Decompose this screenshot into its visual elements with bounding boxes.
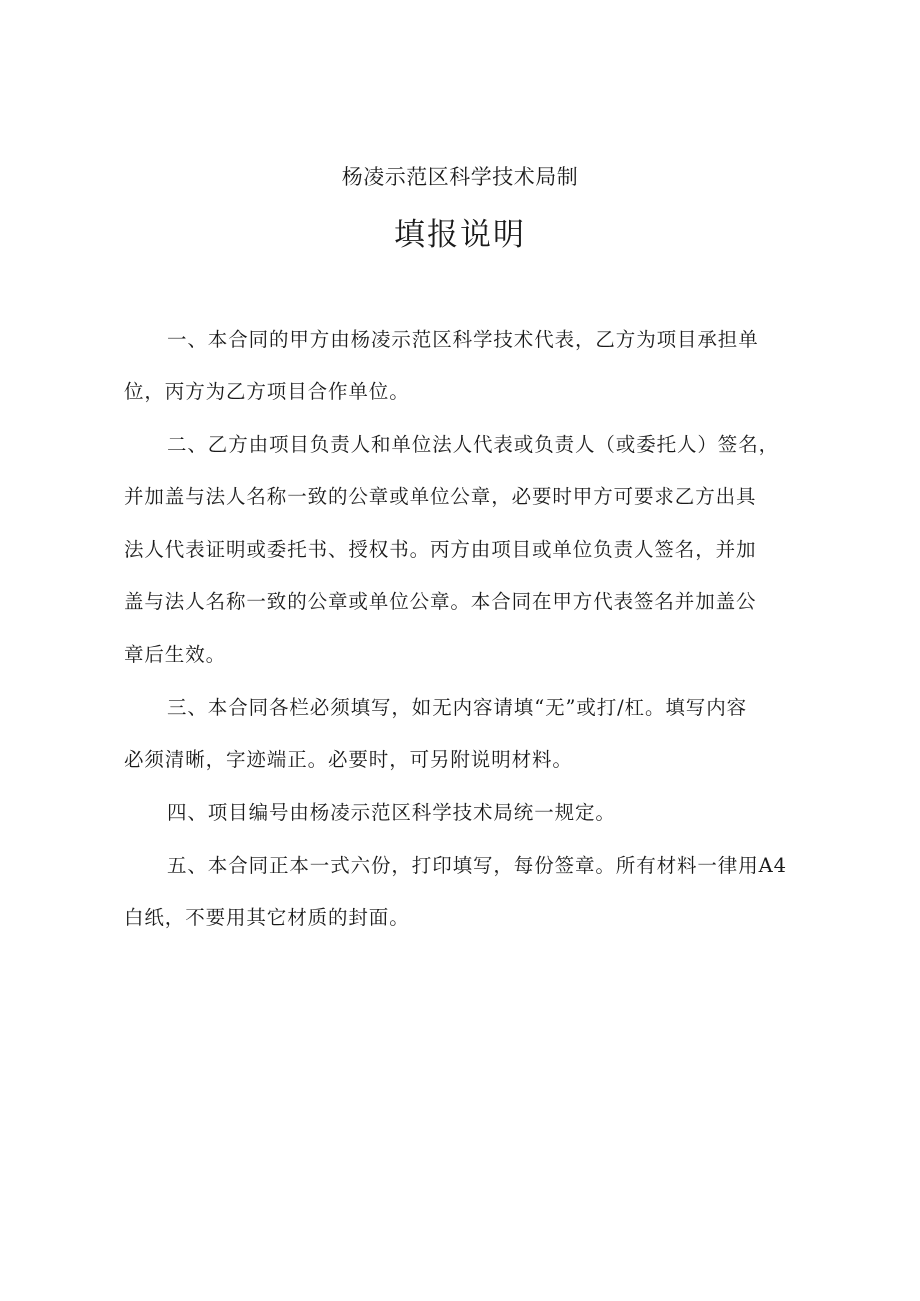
paragraph-line: 白纸，不要用其它材质的封面。 <box>124 906 410 929</box>
issuer-line: 杨凌示范区科学技术局制 <box>341 165 579 189</box>
paragraph-line: 五、本合同正本一式六份，打印填写，每份签章。所有材料一律用A4 <box>167 854 787 877</box>
paragraph-line: 必须清晰，字迹端正。必要时，可另附说明材料。 <box>124 748 573 771</box>
paragraph-line: 位，丙方为乙方项目合作单位。 <box>124 380 410 403</box>
paragraph-line: 章后生效。 <box>124 643 227 666</box>
paragraph-line: 并加盖与法人名称一致的公章或单位公章，必要时甲方可要求乙方出具 <box>124 485 757 508</box>
paragraph-line: 二、乙方由项目负责人和单位法人代表或负责人（或委托人）签名， <box>167 433 780 456</box>
paragraph-line: 盖与法人名称一致的公章或单位公章。本合同在甲方代表签名并加盖公 <box>124 590 757 613</box>
paragraph-line: 一、本合同的甲方由杨凌示范区科学技术代表，乙方为项目承担单 <box>167 328 759 351</box>
paragraph-line: 法人代表证明或委托书、授权书。丙方由项目或单位负责人签名，并加 <box>124 538 757 561</box>
paragraph-line: 四、项目编号由杨凌示范区科学技术局统一规定。 <box>167 801 616 824</box>
paragraph-line: 三、本合同各栏必须填写，如无内容请填“无”或打/杠。填写内容 <box>167 696 748 719</box>
page-title: 填报说明 <box>394 217 526 253</box>
